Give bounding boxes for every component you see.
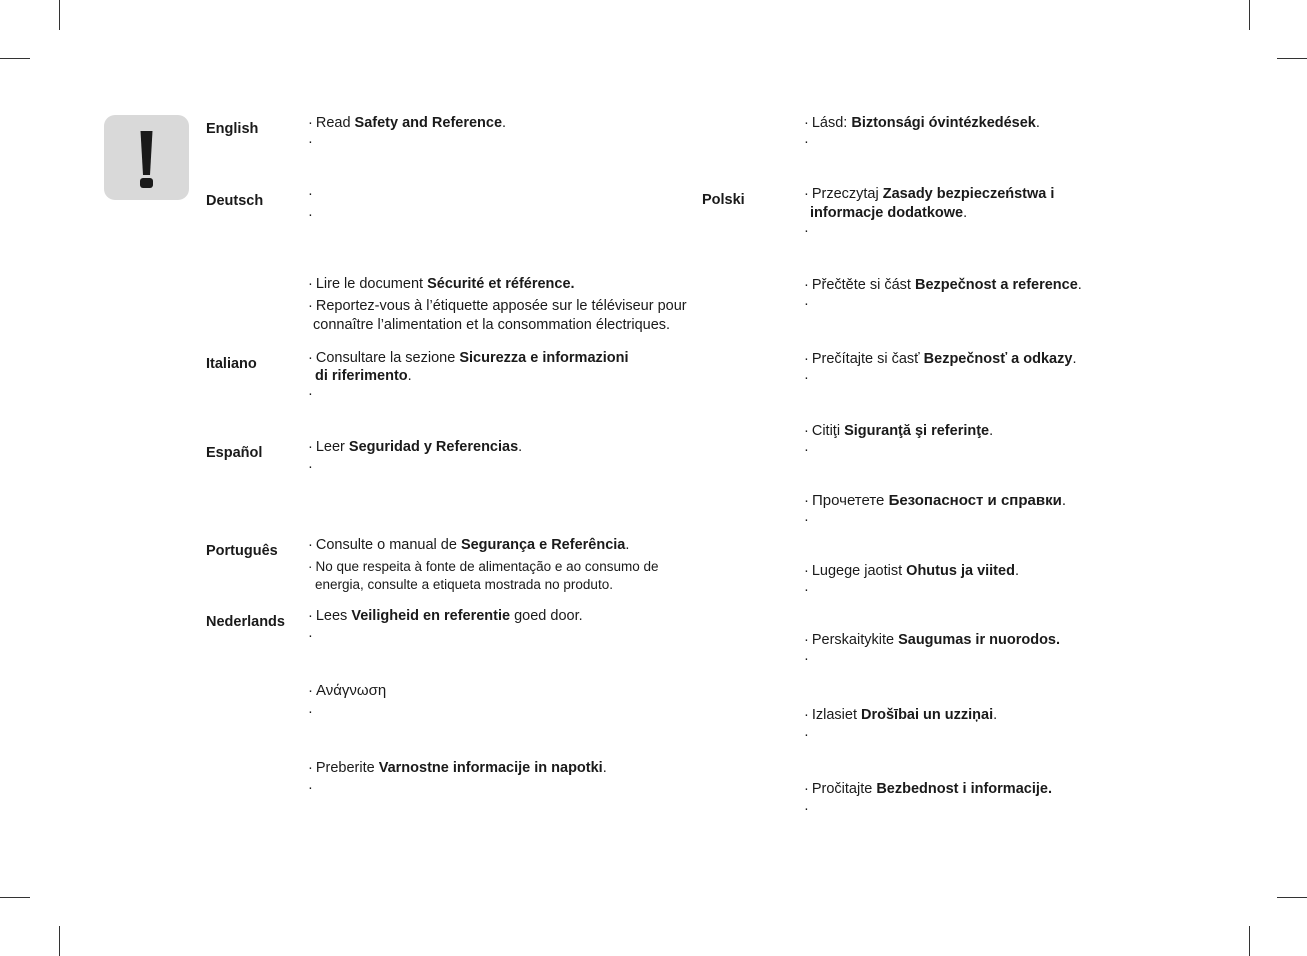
text: Citiţi [811, 423, 845, 439]
bullet-empty: · [804, 582, 809, 598]
instruction-portugues [308, 536, 629, 554]
crop-mark [59, 0, 60, 30]
bullet: · [804, 277, 809, 293]
bullet-empty: · [308, 628, 313, 644]
warning-badge [104, 115, 189, 200]
instruction-romana [804, 422, 993, 440]
lang-label-nederlands: Nederlands [206, 614, 285, 630]
doc-title: Безопасност и справки [888, 492, 1062, 509]
text: Lire le document [315, 276, 428, 292]
bullet: · [308, 760, 313, 776]
doc-title: Seguridad y Referencias [348, 439, 519, 455]
crop-mark [59, 926, 60, 956]
text: . [602, 760, 607, 776]
bullet: · [804, 423, 809, 439]
bullet-empty: · [308, 207, 313, 223]
text: . [625, 537, 630, 553]
instruction-ellinika [308, 682, 386, 700]
text: Consultare la sezione [315, 350, 460, 366]
lang-label-polski: Polski [702, 192, 745, 208]
text: Read [315, 115, 355, 131]
text: Perskaitykite [811, 632, 899, 648]
bullet-empty: · [804, 370, 809, 386]
instruction-portugues-label [308, 558, 658, 576]
bullet-empty: · [804, 727, 809, 743]
text: Consulte o manual de [315, 537, 461, 553]
doc-title: Drošībai un uzziņai [861, 707, 994, 723]
crop-mark [1249, 926, 1250, 956]
text: Reportez-vous à l’étiquette apposée sur le téléviseur pour [315, 298, 687, 314]
instruction-portugues-label-cont: energia, consulte a etiqueta mostrada no produto. [315, 577, 613, 592]
bullet-empty: · [308, 704, 313, 720]
bullet: · [308, 682, 313, 699]
text: . [518, 439, 523, 455]
text: Прочетете [812, 492, 889, 509]
bullet: · [804, 351, 809, 367]
doc-title: Ohutus ja viited [906, 563, 1015, 579]
doc-title: Zasady bezpieczeństwa i [882, 186, 1055, 202]
doc-title: Siguranţă şi referinţe [844, 423, 990, 439]
crop-mark [1249, 0, 1250, 30]
text: . [1077, 277, 1082, 293]
instruction-nederlands [308, 607, 583, 625]
bullet: · [308, 298, 313, 314]
instruction-francais-label [308, 297, 687, 315]
bullet-empty: · [804, 801, 809, 817]
text: Lees [315, 608, 352, 624]
text: . [989, 423, 994, 439]
doc-title: Veiligheid en referentie [351, 608, 511, 624]
doc-title: di riferimento [315, 368, 408, 384]
text: . [1035, 115, 1040, 131]
text: . [502, 115, 507, 131]
doc-title: Varnostne informacije in napotki [378, 760, 603, 776]
doc-title: Safety and Reference [354, 115, 503, 131]
text: . [407, 368, 412, 384]
instruction-magyar [804, 114, 1040, 132]
instruction-slovencina [804, 350, 1076, 368]
lang-label-english: English [206, 121, 259, 137]
crop-mark [0, 897, 30, 898]
lang-label-italiano: Italiano [206, 356, 257, 372]
doc-title: Bezbednost i informacije. [876, 781, 1052, 797]
instruction-hrvatski [804, 780, 1052, 798]
doc-title: Biztonsági óvintézkedések [851, 115, 1036, 131]
bullet-empty: · [804, 442, 809, 458]
crop-mark [0, 58, 30, 59]
bullet-empty: · [308, 134, 313, 150]
instruction-espanol [308, 438, 522, 456]
instruction-balgarski [804, 492, 1066, 510]
doc-title: Segurança e Referência [460, 537, 626, 553]
text: Leer [315, 439, 349, 455]
text: Lugege jaotist [811, 563, 907, 579]
bullet: · [804, 115, 809, 131]
text: Ανάγνωση [316, 682, 387, 699]
text: . [993, 707, 998, 723]
doc-title: Bezpečnost a reference [915, 277, 1078, 293]
instruction-polski [804, 185, 1054, 203]
doc-title: Sicurezza e informazioni [459, 350, 629, 366]
text: . [1061, 492, 1066, 509]
bullet-empty: · [804, 134, 809, 150]
text: Přečtěte si část [811, 277, 915, 293]
bullet: · [804, 492, 809, 509]
text: No que respeita à fonte de alimentação e ao consumo de [315, 559, 659, 574]
instruction-francais-label-cont: connaître l’alimentation et la consommation électriques. [313, 317, 671, 333]
text: goed door. [510, 608, 583, 624]
bullet: · [308, 439, 313, 455]
bullet-empty: · [804, 223, 809, 239]
lang-label-portugues: Português [206, 543, 278, 559]
bullet: · [308, 115, 313, 131]
crop-mark [1277, 58, 1307, 59]
bullet: · [308, 559, 313, 574]
text: Izlasiet [811, 707, 862, 723]
bullet-empty: · [308, 780, 313, 796]
instruction-polski-cont [803, 204, 967, 222]
bullet-empty: · [308, 459, 313, 475]
text: Lásd: [811, 115, 852, 131]
bullet: · [308, 276, 313, 292]
bullet: · [804, 186, 809, 202]
text: . [963, 205, 968, 221]
crop-mark [1277, 897, 1307, 898]
bullet-empty: · [804, 651, 809, 667]
bullet-empty: · [308, 186, 313, 202]
bullet-empty: · [804, 296, 809, 312]
bullet-empty: · [804, 512, 809, 528]
text: . [1072, 351, 1077, 367]
lang-label-deutsch: Deutsch [206, 193, 264, 209]
bullet: · [804, 707, 809, 723]
doc-title: informacje dodatkowe [810, 205, 964, 221]
instruction-italiano-cont [308, 367, 412, 385]
instruction-slovenscina [308, 759, 607, 777]
bullet-empty: · [308, 386, 313, 402]
instruction-italiano [308, 349, 629, 367]
lang-label-espanol: Español [206, 445, 263, 461]
text: Pročitajte [811, 781, 877, 797]
text: Przeczytaj [811, 186, 883, 202]
bullet: · [308, 350, 313, 366]
doc-title: Bezpečnosť a odkazy [923, 351, 1073, 367]
bullet: · [804, 563, 809, 579]
doc-title: Sécurité et référence. [427, 276, 575, 292]
instruction-eesti [804, 562, 1019, 580]
text: Preberite [315, 760, 379, 776]
bullet: · [804, 632, 809, 648]
text: Prečítajte si časť [811, 351, 924, 367]
text: . [1014, 563, 1019, 579]
bullet: · [308, 608, 313, 624]
bullet: · [308, 537, 313, 553]
instruction-lietuviu [804, 631, 1060, 649]
bullet: · [804, 781, 809, 797]
doc-title: Saugumas ir nuorodos. [898, 632, 1061, 648]
exclamation-icon [104, 115, 189, 200]
instruction-cestina [804, 276, 1082, 294]
instruction-latviesu [804, 706, 997, 724]
instruction-francais [308, 275, 575, 293]
instruction-english [308, 114, 506, 132]
